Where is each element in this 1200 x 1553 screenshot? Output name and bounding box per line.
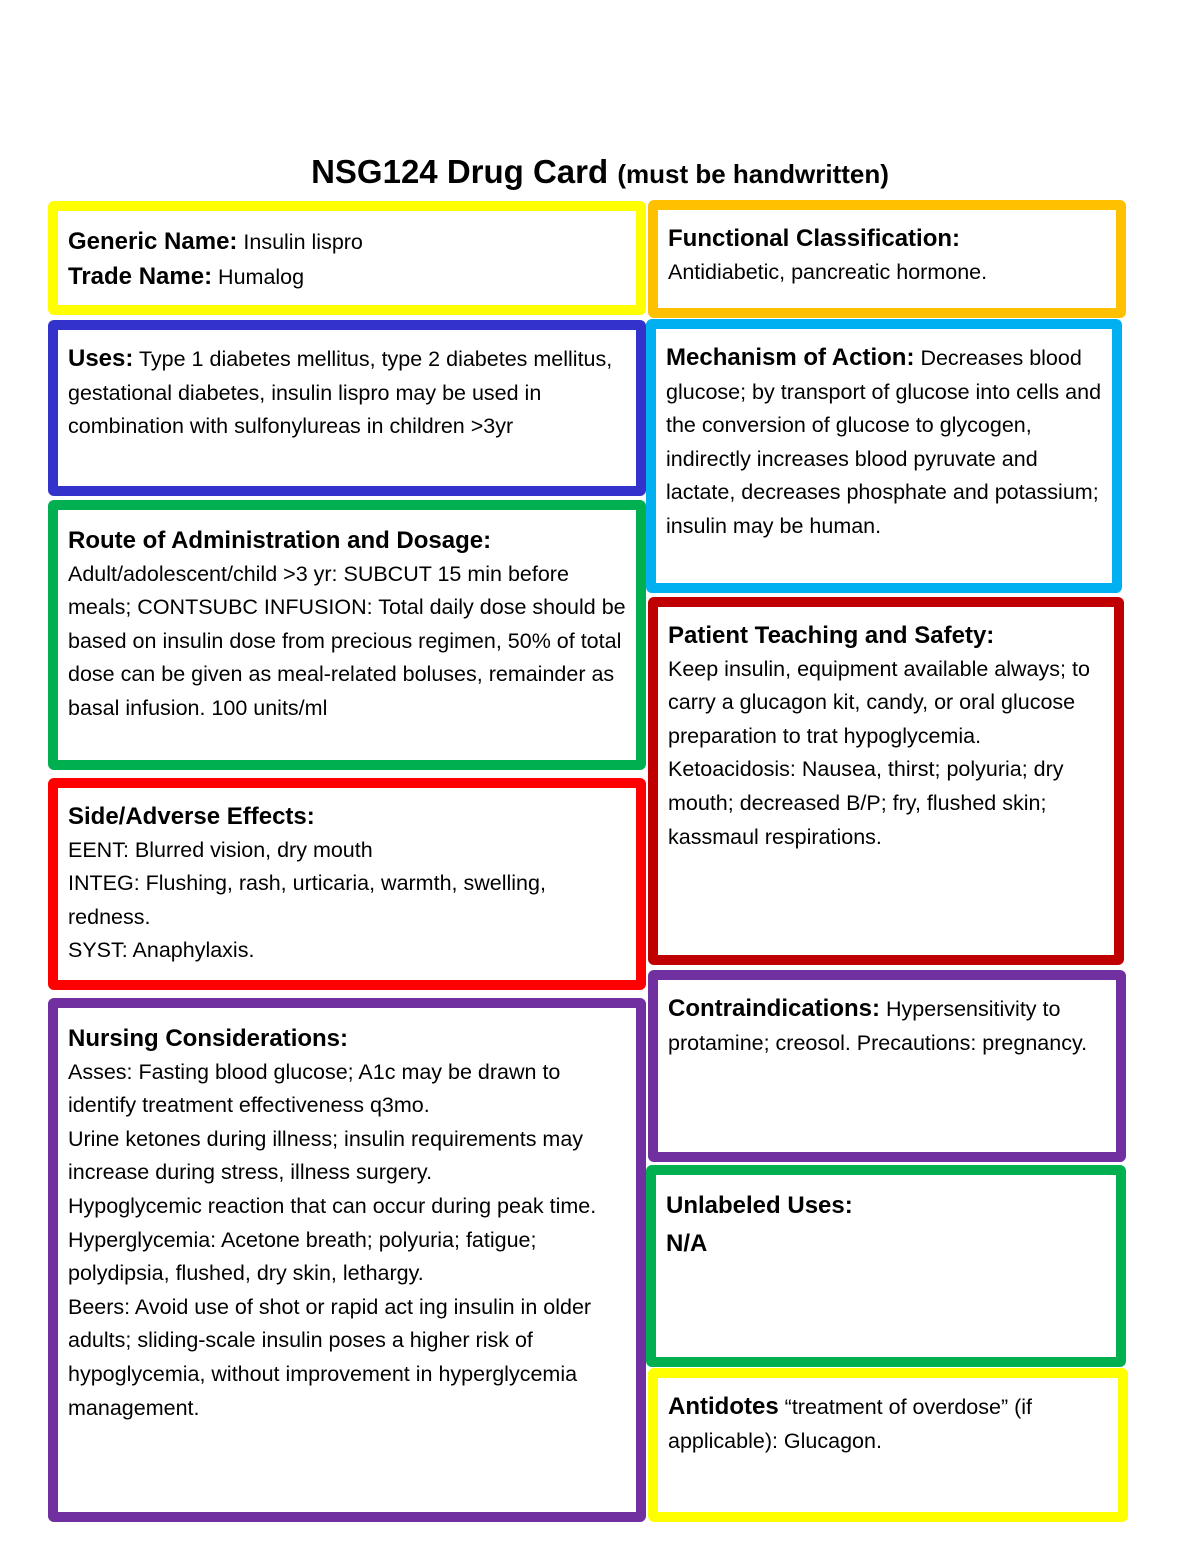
- mechanism-value: Decreases blood glucose; by transport of glucose into cells and the conversion of glucose to glycogen, indirectly increases blood pyruvate and lactate, decreases phosphate and potassium; insulin may be human.: [666, 346, 1102, 538]
- unlabeled-uses-box: [646, 1165, 1126, 1367]
- side-effects-box: [48, 778, 646, 990]
- uses-box: [48, 320, 646, 496]
- patient-teaching-box: [648, 597, 1124, 965]
- nursing-considerations-line: Beers: Avoid use of shot or rapid act ing insulin in older adults; sliding-scale insulin poses a higher risk of hypoglycemia, without improvement in hyperglycemia management.: [68, 1294, 592, 1420]
- trade-name-label: Trade Name:: [68, 262, 213, 290]
- patient-teaching-label: Patient Teaching and Safety:: [668, 622, 995, 649]
- side-effects-line: SYST: Anaphylaxis.: [68, 938, 255, 963]
- patient-teaching-line: Ketoacidosis: Nausea, thirst; polyuria; dry mouth; decreased B/P; fry, flushed skin; kassmaul respirations.: [668, 757, 1064, 849]
- side-effects-label: Side/Adverse Effects:: [68, 803, 315, 830]
- nursing-considerations-line: Asses: Fasting blood glucose; A1c may be drawn to identify treatment effectiveness q3mo.: [68, 1059, 561, 1118]
- generic-name-label: Generic Name:: [68, 228, 238, 255]
- contraindications-label: Contraindications:: [668, 995, 881, 1022]
- title-subtitle: (must be handwritten): [617, 159, 889, 189]
- page-title: [0, 148, 1200, 198]
- antidotes-label: Antidotes: [668, 1393, 779, 1420]
- nursing-considerations-box: [48, 998, 646, 1522]
- uses-value: Type 1 diabetes mellitus, type 2 diabetes mellitus, gestational diabetes, insulin lispro may be used in combination with sulfonylureas in children >3yr: [68, 347, 613, 439]
- nursing-considerations-line: Urine ketones during illness; insulin requirements may increase during stress, illness surgery.: [68, 1126, 584, 1185]
- patient-teaching-line: Keep insulin, equipment available always; to carry a glucagon kit, candy, or oral glucose preparation to trat hypoglycemia.: [668, 656, 1090, 748]
- route-dosage-box: [48, 500, 646, 770]
- generic-name-value: Insulin lispro: [243, 230, 363, 254]
- title-main: NSG124 Drug Card: [311, 153, 609, 190]
- contraindications-value: Hypersensitivity to protamine; creosol. Precautions: pregnancy.: [668, 997, 1088, 1055]
- antidotes-value: “treatment of overdose” (if applicable): Glucagon.: [668, 1395, 1033, 1453]
- side-effects-line: INTEG: Flushing, rash, urticaria, warmth, swelling, redness.: [68, 871, 546, 929]
- nursing-considerations-label: Nursing Considerations:: [68, 1025, 349, 1052]
- unlabeled-uses-value: N/A: [666, 1230, 708, 1257]
- functional-classification-box: [648, 200, 1126, 318]
- functional-classification-value: Antidiabetic, pancreatic hormone.: [668, 259, 988, 284]
- unlabeled-uses-label: Unlabeled Uses:: [666, 1192, 853, 1219]
- route-dosage-value: Adult/adolescent/child >3 yr: SUBCUT 15 min before meals; CONTSUBC INFUSION: Total daily dose should be based on insulin dose from precious regimen, 50% of total dose can be given as meal-related boluses, remainder as basal infusion. 100 units/ml: [68, 561, 626, 720]
- nursing-considerations-line: Hyperglycemia: Acetone breath; polyuria; fatigue; polydipsia, flushed, dry skin, lethargy.: [68, 1227, 537, 1286]
- generic-name-box: [48, 201, 646, 315]
- uses-label: Uses:: [68, 345, 134, 372]
- functional-classification-label: Functional Classification:: [668, 225, 961, 252]
- side-effects-line: EENT: Blurred vision, dry mouth: [68, 837, 373, 862]
- mechanism-label: Mechanism of Action:: [666, 344, 915, 371]
- route-dosage-label: Route of Administration and Dosage:: [68, 527, 492, 554]
- mechanism-of-action-box: [646, 319, 1122, 593]
- antidotes-box: [648, 1368, 1128, 1522]
- contraindications-box: [648, 970, 1126, 1162]
- trade-name-value: Humalog: [218, 264, 305, 289]
- nursing-considerations-line: Hypoglycemic reaction that can occur during peak time.: [68, 1193, 597, 1218]
